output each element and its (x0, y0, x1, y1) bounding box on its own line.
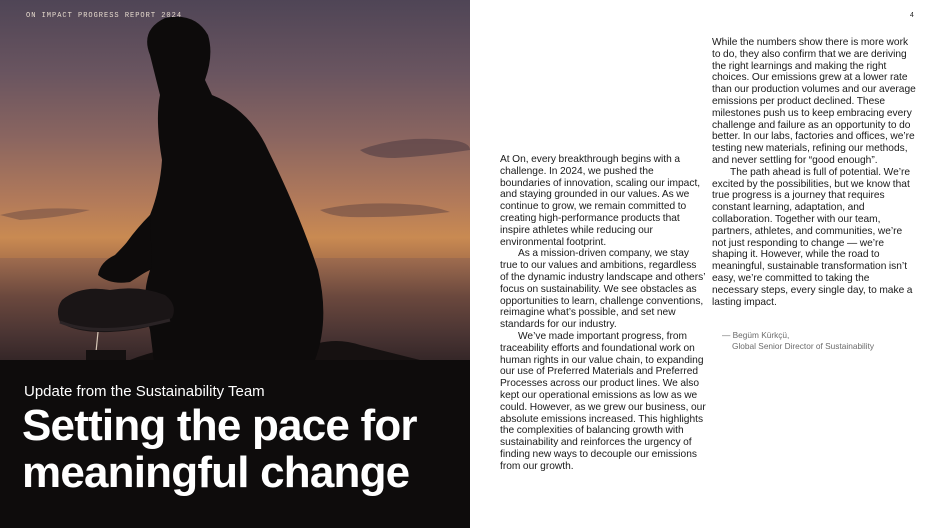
page-number: 4 (909, 12, 914, 20)
quote-attribution (722, 330, 874, 351)
report-label: ON IMPACT PROGRESS REPORT 2024 (26, 12, 183, 20)
paragraph: We’ve made important progress, from traceability efforts and foundational work on human rights in our value chain, to expanding our use of Preferred Materials and Preferred Processes across our product lines. We also kept our operational emissions as low as we could. However, as we grew our business, our absolute emissions increased. This highlights the complexities of balancing growth with sustainability and reinforces the urgency of finding new ways to decouple our emissions from our growth. (500, 330, 706, 472)
paragraph: While the numbers show there is more work to do, they also confirm that we are deriving the right learnings and making the right choices. Our emissions grew at a lower rate than our production volumes and our average emissions per product declined. These milestones push us to keep embracing every challenge and failure as an opportunity to do better. In our labs, factories and offices, we’re testing new materials, refining our methods, and never settling for “good enough”. (712, 37, 916, 166)
section-subtitle: Update from the Sustainability Team (24, 383, 265, 400)
attribution-name: — Begüm Kürkçü, (722, 330, 790, 340)
page-title: Setting the pace for meaningful change (22, 401, 417, 497)
paragraph: At On, every breakthrough begins with a challenge. In 2024, we pushed the boundaries of innovation, scaling our impact, and staying grounded in our values. As we continue to grow, we remain committed to creating high-performance products that inspire athletes while reducing our environmental footprint. (500, 154, 701, 248)
paragraph: The path ahead is full of potential. We’re excited by the possibilities, but we know that true progress is a journey that requires constant learning, adaptation, and collaboration. Together with our team, partners, athletes, and communities, we’re not just responding to change — we’re shaping it. However, while the road to meaningful, sustainable transformation isn’t easy, we’re committed to taking the necessary steps, every single day, to make a lasting impact. (712, 166, 913, 308)
body-column-2 (712, 37, 918, 308)
body-column-1 (500, 154, 706, 473)
attribution-role: Global Senior Director of Sustainability (732, 340, 875, 351)
paragraph: As a mission-driven company, we stay true to our values and ambitions, regardless of the dynamic industry landscape and others’ focus on sustainability. We see obstacles as opportunities to learn, challenge conventions, reimagine what’s possible, and set new standards for our industry. (500, 248, 706, 331)
